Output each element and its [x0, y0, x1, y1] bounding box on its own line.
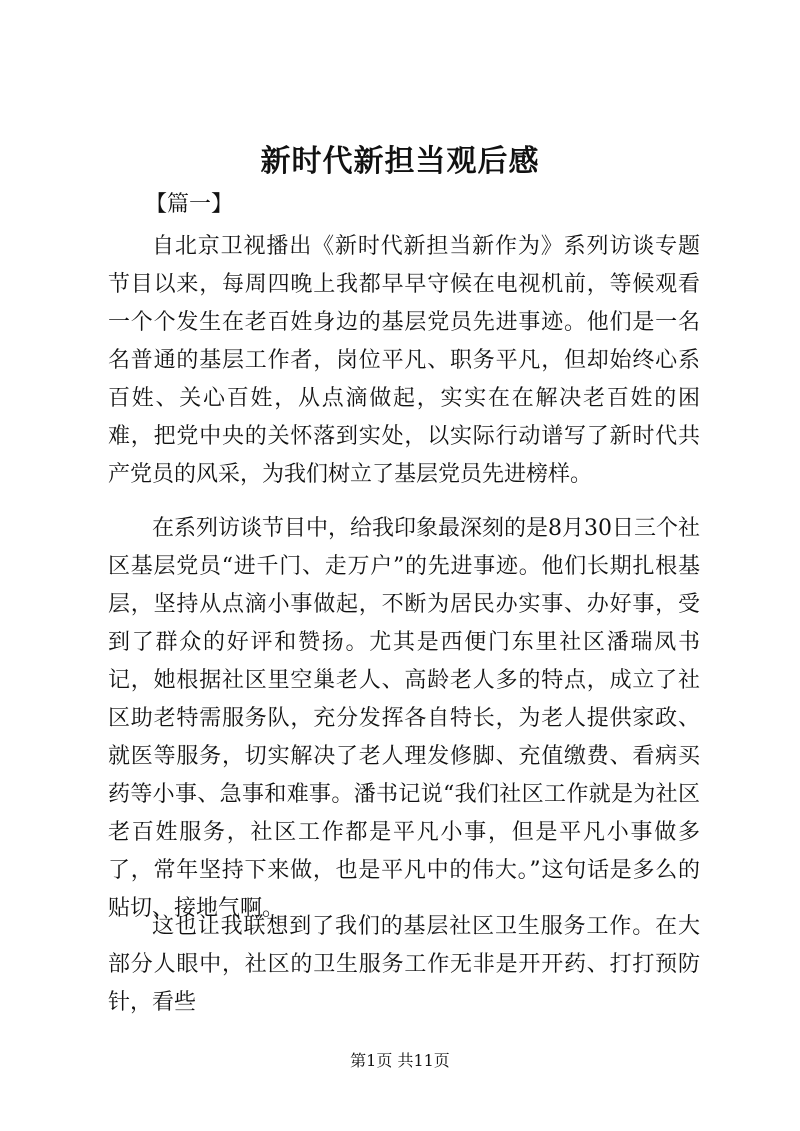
body-text: [108, 510, 700, 928]
body-text: [108, 908, 700, 1022]
paragraph: 在系列访谈节目中，给我印象最深刻的是8月30日三个社区基层党员“进千门、走万户”的先进事迹。他们长期扎根基层，坚持从点滴小事做起，不断为居民办实事、办好事，受到了群众的好评和赞扬。尤其是西便门东里社区潘瑞凤书记，她根据社区里空巢老人、高龄老人多的特点，成立了社区助老特需服务队，充分发挥各自特长，为老人提供家政、就医等服务，切实解决了老人理发修脚、充值缴费、看病买药等小事、急事和难事。潘书记说“我们社区工作就是为社区老百姓服务，社区工作都是平凡小事，但是平凡小事做多了，常年坚持下来做，也是平凡中的伟大。”这句话是多么的贴切、接地气啊。: [108, 516, 700, 921]
paragraph: 自北京卫视播出《新时代新担当新作为》系列访谈专题节目以来，每周四晚上我都早早守候在电视机前，等候观看一个个发生在老百姓身边的基层党员先进事迹。他们是一名名普通的基层工作者，岗位平凡、职务平凡，但却始终心系百姓、关心百姓，从点滴做起，实实在在解决老百姓的困难，把党中央的关怀落到实处，以实际行动谱写了新时代共产党员的风采，为我们树立了基层党员先进榜样。: [108, 234, 700, 487]
page-footer: 第1页 共11页: [350, 1051, 450, 1070]
paragraph: 这也让我联想到了我们的基层社区卫生服务工作。在大部分人眼中，社区的卫生服务工作无非是开开药、打打预防针，看些: [108, 914, 700, 1015]
page-title: 新时代新担当观后感: [260, 144, 540, 179]
section-label: 【篇一】: [145, 192, 234, 217]
body-text: [108, 228, 700, 494]
